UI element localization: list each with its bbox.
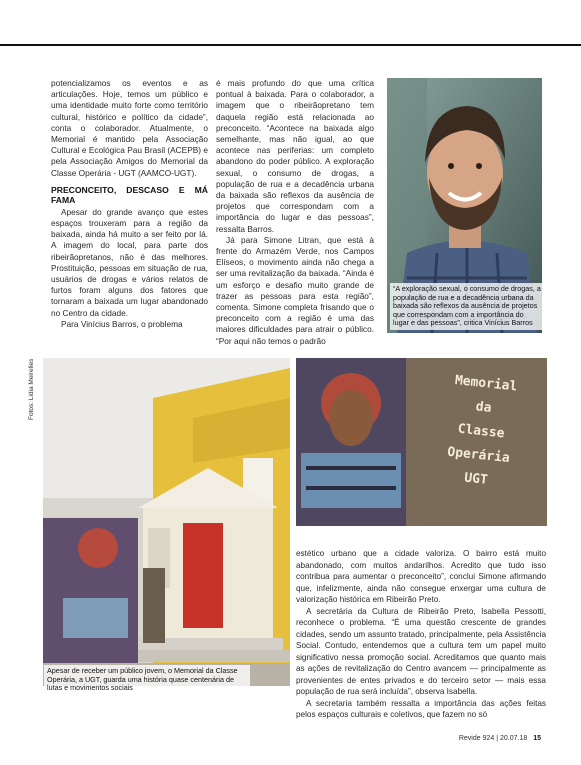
mural-line: UGT bbox=[463, 470, 489, 488]
photo-credit: Fotos: Lidia Meirelles bbox=[28, 358, 35, 420]
building-illustration bbox=[43, 358, 290, 686]
mural-line: da bbox=[474, 399, 493, 416]
article-column-1 bbox=[51, 78, 208, 330]
paragraph: A secretaria também ressalta a importância das ações feitas pelos espaços culturais e coletivos, que fazem no só bbox=[296, 698, 546, 719]
mural-photo bbox=[296, 358, 547, 526]
magazine-issue: Revide 924 bbox=[458, 735, 495, 742]
mural-line: Classe bbox=[456, 421, 506, 442]
mural-line: Operária bbox=[446, 444, 511, 467]
mural-line: Memorial bbox=[454, 373, 518, 395]
paragraph: potencializamos os eventos e as articulações. Hoje, temos um público e uma identidade muito forte como território cultural, histórico e político da cidade”, conta o colaborador. Atualmente, o Memorial é mantido pela Associação Cultural e Ecológica Pau Brasil (ACEPB) e pela Associação Amigos do Memorial da Classe Operária - UGT (AAMCO-UGT). bbox=[51, 78, 208, 178]
paragraph: é mais profundo do que uma crítica pontual à baixada. Para o colaborador, a imagem que o ribeirãopretano tem daquela região está relacionada ao preconceito. “Acontece na baixada algo semelhante, mas não igual, ao que acontece nas periferias: um completo abandono do poder público. A exploração sexual, o consumo de drogas, a população de rua e a decadência urbana da baixada são reflexos da ausência de projetos que correspondam com a importância do lugar e das pessoas”, ressalta Barros. bbox=[216, 78, 374, 234]
building-caption: Apesar de receber um público jovem, o Memorial da Classe Operária, a UGT, guarda uma história quase centenária de lutas e movimentos sociais bbox=[44, 665, 250, 695]
page-number: 15 bbox=[533, 735, 541, 742]
article-column-2 bbox=[216, 78, 374, 347]
portrait-caption: “A exploração sexual, o consumo de drogas, a população de rua e a decadência urbana da baixada são reflexos da ausência de projetos que correspondam com a importância do lugar e das pessoas”, critica Vinícius Barros bbox=[390, 283, 544, 330]
building-photo bbox=[43, 358, 290, 686]
page-footer bbox=[459, 735, 541, 742]
article-column-3 bbox=[296, 548, 546, 721]
mural-lettering bbox=[420, 367, 542, 498]
paragraph: A secretária da Cultura de Ribeirão Preto, Isabella Pessotti, reconhece o problema. “É uma questão crescente de grandes cidades, sendo um assunto tratado, principalmente, pela Assistência Social. Contudo, entendemos que a cultura tem um papel muito significativo nessa promoção social. Acreditamos que quanto mais as ações de revitalização do Centro avancem — principalmente as provenientes de entes privados e do terceiro setor — mais essa população de rua será incluída”, observa Isabella. bbox=[296, 606, 546, 696]
paragraph: Já para Simone Litran, que está à frente do Armazém Verde, nos Campos Elíseos, o movimento ainda não chega a ser uma revitalização da baixada. “Ainda é um esforço e desafio muito grande de trazer as pessoas para esta região”, comenta. Simone completa frisando que o preconceito com a região é uma das maiores dificuldades para atrair o público. “Por aqui não temos o padrão bbox=[216, 234, 374, 346]
paragraph: Para Vinícius Barros, o problema bbox=[61, 318, 183, 329]
issue-date: 20.07.18 bbox=[500, 735, 528, 742]
paragraph: Apesar do grande avanço que estes espaços trouxeram para a região da baixada, ainda há muito a ser feito por lá. A imagem do local, para parte dos ribeirãopretanos, não é das melhores. Prostituição, pessoas em situação de rua, usuários de drogas e vários relatos de furtos foram alguns dos fatores que tornaram a baixada um lugar abandonado no Centro da cidade. bbox=[51, 206, 208, 318]
paragraph: estético urbano que a cidade valoriza. O bairro está muito abandonado, com muitos andarilhos. Acredito que tudo isso contribua para aumentar o preconceito”, conclui Simone afirmando que, infelizmente, ainda não consegue enxergar uma cultura de valorização histórica em Ribeirão Preto. bbox=[296, 549, 546, 604]
footer-separator: | bbox=[496, 735, 500, 742]
top-rule bbox=[0, 44, 581, 46]
section-heading: PRECONCEITO, DESCASO E MÁ FAMA bbox=[51, 184, 208, 205]
